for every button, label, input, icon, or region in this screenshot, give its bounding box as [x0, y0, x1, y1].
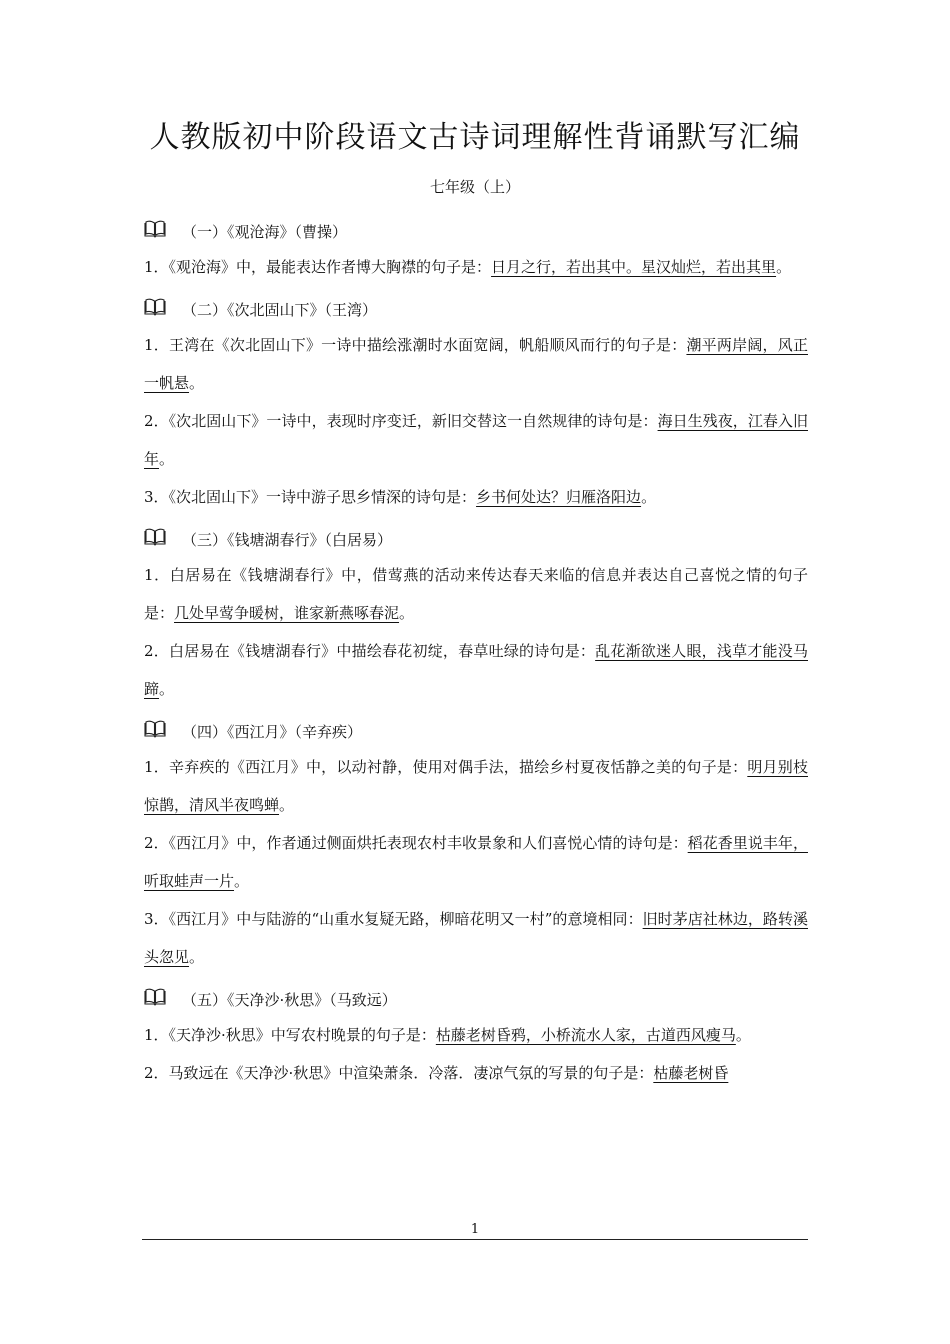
question-item [144, 402, 808, 478]
section-title: （一）《观沧海》（曹操） [182, 223, 348, 241]
question-item [144, 248, 808, 286]
section-heading [144, 708, 808, 748]
punctuation: 。 [279, 796, 295, 814]
open-book-icon [144, 298, 166, 316]
grade-subtitle: 七年级（上） [429, 178, 520, 196]
question-item [144, 556, 808, 632]
question-text: 1．白居易在《钱塘湖春行》中，借莺燕的活动来传达春天来临的信息并表达自己喜悦之情的句子是： [144, 566, 808, 622]
punctuation: 。 [189, 374, 205, 392]
question-text: 3．《次北固山下》一诗中游子思乡情深的诗句是： [144, 488, 477, 506]
answer-text: 枯藤老树昏 [653, 1064, 729, 1082]
punctuation: 。 [641, 488, 657, 506]
question-item [144, 326, 808, 402]
punctuation: 。 [399, 604, 415, 622]
document-body [144, 208, 808, 1092]
punctuation: 。 [234, 872, 250, 890]
question-text: 1．王湾在《次北固山下》一诗中描绘涨潮时水面宽阔，帆船顺风而行的句子是： [144, 336, 687, 354]
answer-text: 乡书何处达？归雁洛阳边 [476, 488, 642, 506]
punctuation: 。 [735, 1026, 751, 1044]
document-title: 人教版初中阶段语文古诗词理解性背诵默写汇编 [149, 120, 801, 155]
answer-text: 旧时茅店社林边，路转溪头忽见 [144, 910, 808, 966]
open-book-icon [144, 988, 166, 1006]
open-book-icon [144, 220, 166, 238]
question-item [144, 748, 808, 824]
answer-text: 日月之行，若出其中。星汉灿烂，若出其里 [491, 258, 777, 276]
question-text: 2．白居易在《钱塘湖春行》中描绘春花初绽，春草吐绿的诗句是： [144, 642, 596, 660]
open-book-icon [144, 528, 166, 546]
page-number: 1 [470, 1222, 480, 1237]
section-heading [144, 516, 808, 556]
question-text: 1．辛弃疾的《西江月》中，以动衬静，使用对偶手法，描绘乡村夏夜恬静之美的句子是： [144, 758, 748, 776]
question-text: 1．《天净沙·秋思》中写农村晚景的句子是： [144, 1026, 436, 1044]
answer-text: 几处早莺争暖树，谁家新燕啄春泥 [174, 604, 400, 622]
section-heading [144, 208, 808, 248]
question-item [144, 478, 808, 516]
section-heading [144, 976, 808, 1016]
section-title: （二）《次北固山下》（王湾） [182, 301, 378, 319]
open-book-icon [144, 720, 166, 738]
answer-text: 乱花渐欲迷人眼，浅草才能没马蹄 [144, 642, 808, 698]
answer-text: 稻花香里说丰年，听取蛙声一片 [144, 834, 808, 890]
answer-text: 明月别枝惊鹊，清风半夜鸣蝉 [144, 758, 808, 814]
section-title: （三）《钱塘湖春行》（白居易） [182, 531, 393, 549]
question-item [144, 632, 808, 708]
section-heading [144, 286, 808, 326]
question-text: 1．《观沧海》中，最能表达作者博大胸襟的句子是： [144, 258, 492, 276]
answer-text: 枯藤老树昏鸦，小桥流水人家，古道西风瘦马 [435, 1026, 736, 1044]
question-item [144, 824, 808, 900]
punctuation: 。 [189, 948, 205, 966]
question-text: 2．《次北固山下》一诗中，表现时序变迁，新旧交替这一自然规律的诗句是： [144, 412, 658, 430]
question-text: 2．《西江月》中，作者通过侧面烘托表现农村丰收景象和人们喜悦心情的诗句是： [144, 834, 688, 852]
question-item [144, 900, 808, 976]
question-text: 2．马致远在《天净沙·秋思》中渲染萧条．冷落．凄凉气氛的写景的句子是： [144, 1064, 654, 1082]
answer-text: 潮平两岸阔，风正一帆悬 [144, 336, 808, 392]
question-item [144, 1016, 808, 1054]
punctuation: 。 [776, 258, 792, 276]
answer-text: 海日生残夜，江春入旧年 [144, 412, 808, 468]
question-text: 3．《西江月》中与陆游的“山重水复疑无路，柳暗花明又一村”的意境相同： [144, 910, 643, 928]
punctuation: 。 [159, 680, 175, 698]
footer-rule [142, 1239, 808, 1240]
punctuation: 。 [159, 450, 175, 468]
section-title: （四）《西江月》（辛弃疾） [182, 723, 363, 741]
section-title: （五）《天净沙·秋思》（马致远） [182, 991, 397, 1009]
question-item [144, 1054, 808, 1092]
